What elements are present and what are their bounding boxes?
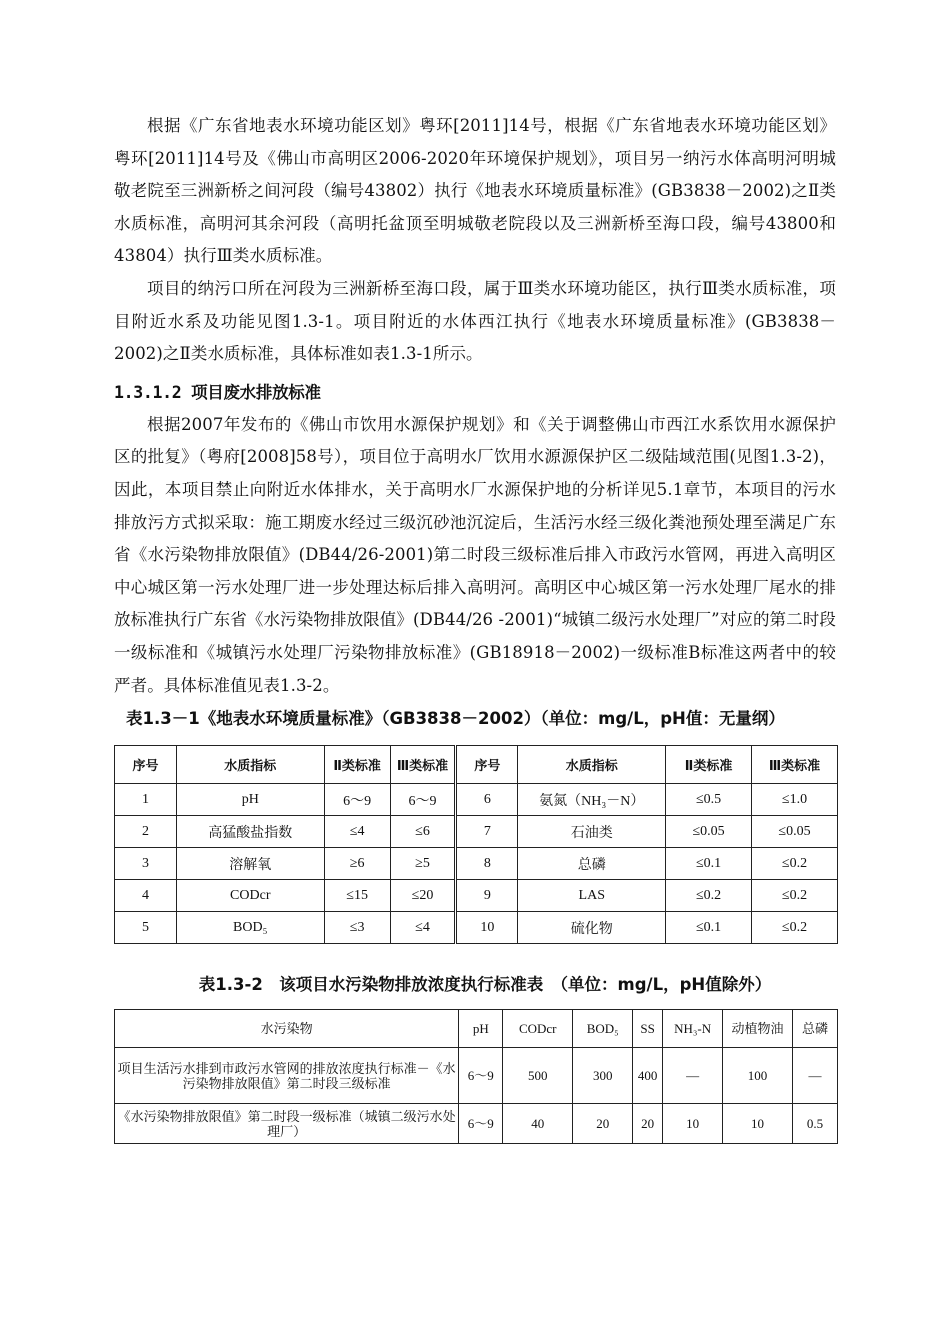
header-cell: 总磷 — [792, 1010, 837, 1048]
table-cell: 6～9 — [459, 1104, 503, 1144]
table-row — [115, 880, 838, 912]
document-page — [114, 110, 836, 1144]
table-cell: 石油类 — [518, 816, 666, 848]
table-header-row — [115, 1010, 838, 1048]
table-cell: 10 — [663, 1104, 723, 1144]
table-cell: 硫化物 — [518, 912, 666, 944]
discharge-standard-table — [114, 1009, 838, 1144]
table-cell: 20 — [633, 1104, 663, 1144]
table-cell: 500 — [503, 1048, 573, 1104]
table-cell: 9 — [456, 880, 518, 912]
table-cell: BOD₅ — [176, 912, 324, 944]
table-cell: ≤20 — [390, 880, 456, 912]
header-cell: Ⅱ类标准 — [324, 746, 390, 784]
table-cell: ≤4 — [324, 816, 390, 848]
table-cell: ≤0.5 — [666, 784, 752, 816]
table2-caption: 表1.3-2 该项目水污染物排放浓度执行标准表 （单位：mg/L，pH值除外） — [198, 975, 772, 995]
table-cell: 氨氮（NH₃－N） — [518, 784, 666, 816]
table-cell: 10 — [723, 1104, 793, 1144]
table-cell: ≤0.1 — [666, 848, 752, 880]
table-cell: 项目生活污水排到市政污水管网的排放浓度执行标准－《水污染物排放限值》第二时段三级标准 — [115, 1048, 459, 1104]
table-cell: ≤0.2 — [666, 880, 752, 912]
table-cell: LAS — [518, 880, 666, 912]
table-cell: ≤0.1 — [666, 912, 752, 944]
table-cell: ≤3 — [324, 912, 390, 944]
header-cell: Ⅱ类标准 — [666, 746, 752, 784]
table-row — [115, 1104, 838, 1144]
header-cell: NH₃-N — [663, 1010, 723, 1048]
table-cell: pH — [176, 784, 324, 816]
table-cell: ≤0.05 — [666, 816, 752, 848]
header-cell: CODcr — [503, 1010, 573, 1048]
table-cell: ≤0.2 — [752, 848, 838, 880]
table-cell: 5 — [115, 912, 177, 944]
table-cell: ≤0.2 — [752, 912, 838, 944]
table-cell: ≤15 — [324, 880, 390, 912]
table-row — [115, 816, 838, 848]
table-cell: 400 — [633, 1048, 663, 1104]
paragraph-wastewater-standard: 根据2007年发布的《佛山市饮用水源保护规划》和《关于调整佛山市西江水系饮用水源保护区的批复》（粤府[2008]58号），项目位于高明水厂饮用水源源保护区二级陆域范围(见图1.3-2)，因此，本项目禁止向附近水体排水，关于高明水厂水源保护地的分析详见5.1章节，本项目的污水排放污方式拟采取：施工期废水经过三级沉砂池沉淀后，生活污水经三级化粪池预处理至满足广东省《水污染物排放限值》(DB44/26-2001)第二时段三级标准后排入市政污水管网，再进入高明区中心城区第一污水处理厂进一步处理达标后排入高明河。高明区中心城区第一污水处理厂尾水的排放标准执行广东省《水污染物排放限值》(DB44/26 -2001)“城镇二级污水处理厂”对应的第二时段一级标准和《城镇污水处理厂污染物排放标准》(GB18918－2002)一级标准B标准这两者中的较严者。具体标准值见表1.3-2。 — [114, 414, 836, 695]
table-cell: ≥5 — [390, 848, 456, 880]
table-cell: 6～9 — [459, 1048, 503, 1104]
table-cell: ≥6 — [324, 848, 390, 880]
table-row — [115, 1048, 838, 1104]
surface-water-quality-table — [114, 745, 838, 944]
table1-caption: 表1.3－1《地表水环境质量标准》（GB3838－2002）（单位：mg/L，pH值：无量纲） — [126, 709, 785, 729]
table-cell: ≤0.2 — [752, 880, 838, 912]
table-cell: — — [663, 1048, 723, 1104]
table-cell: 6 — [456, 784, 518, 816]
header-cell: Ⅲ类标准 — [752, 746, 838, 784]
header-cell: 水质指标 — [176, 746, 324, 784]
header-cell: 动植物油 — [723, 1010, 793, 1048]
table-cell: 6～9 — [324, 784, 390, 816]
table-cell: 4 — [115, 880, 177, 912]
table-cell: ≤6 — [390, 816, 456, 848]
table-cell: ≤4 — [390, 912, 456, 944]
header-cell: 序号 — [115, 746, 177, 784]
table-cell: 7 — [456, 816, 518, 848]
table-row — [115, 784, 838, 816]
table-cell: 40 — [503, 1104, 573, 1144]
table-cell: 20 — [573, 1104, 633, 1144]
header-cell: 水质指标 — [518, 746, 666, 784]
table-cell: ≤0.05 — [752, 816, 838, 848]
table-cell: 300 — [573, 1048, 633, 1104]
table-cell: 2 — [115, 816, 177, 848]
header-cell: Ⅲ类标准 — [390, 746, 456, 784]
table-row — [115, 848, 838, 880]
table-cell: 0.5 — [792, 1104, 837, 1144]
table-cell: 8 — [456, 848, 518, 880]
section-heading: 1.3.1.2 项目废水排放标准 — [114, 382, 321, 402]
header-cell: BOD₅ — [573, 1010, 633, 1048]
table-cell: 《水污染物排放限值》第二时段一级标准（城镇二级污水处理厂） — [115, 1104, 459, 1144]
table-header-row — [115, 746, 838, 784]
header-cell: 序号 — [456, 746, 518, 784]
header-cell: SS — [633, 1010, 663, 1048]
header-cell: 水污染物 — [115, 1010, 459, 1048]
header-cell: pH — [459, 1010, 503, 1048]
table-cell: 溶解氧 — [176, 848, 324, 880]
paragraph-discharge-section: 项目的纳污口所在河段为三洲新桥至海口段，属于Ⅲ类水环境功能区，执行Ⅲ类水质标准，项目附近水系及功能见图1.3-1。项目附近的水体西江执行《地表水环境质量标准》(GB3838－2002)之Ⅱ类水质标准，具体标准如表1.3-1所示。 — [114, 278, 836, 364]
table-cell: — — [792, 1048, 837, 1104]
table-cell: 10 — [456, 912, 518, 944]
table-cell: CODcr — [176, 880, 324, 912]
paragraph-water-function-zoning: 根据《广东省地表水环境功能区划》粤环[2011]14号，根据《广东省地表水环境功能区划》粤环[2011]14号及《佛山市高明区2006-2020年环境保护规划》，项目另一纳污水体高明河明城敬老院至三洲新桥之间河段（编号43802）执行《地表水环境质量标准》(GB3838－2002)之Ⅱ类水质标准，高明河其余河段（高明托盆顶至明城敬老院段以及三洲新桥至海口段，编号43800和43804）执行Ⅲ类水质标准。 — [114, 116, 836, 266]
table-cell: 1 — [115, 784, 177, 816]
table-cell: 高猛酸盐指数 — [176, 816, 324, 848]
table-row — [115, 912, 838, 944]
table-cell: 100 — [723, 1048, 793, 1104]
table-cell: 3 — [115, 848, 177, 880]
table-cell: ≤1.0 — [752, 784, 838, 816]
table-cell: 6～9 — [390, 784, 456, 816]
table-cell: 总磷 — [518, 848, 666, 880]
